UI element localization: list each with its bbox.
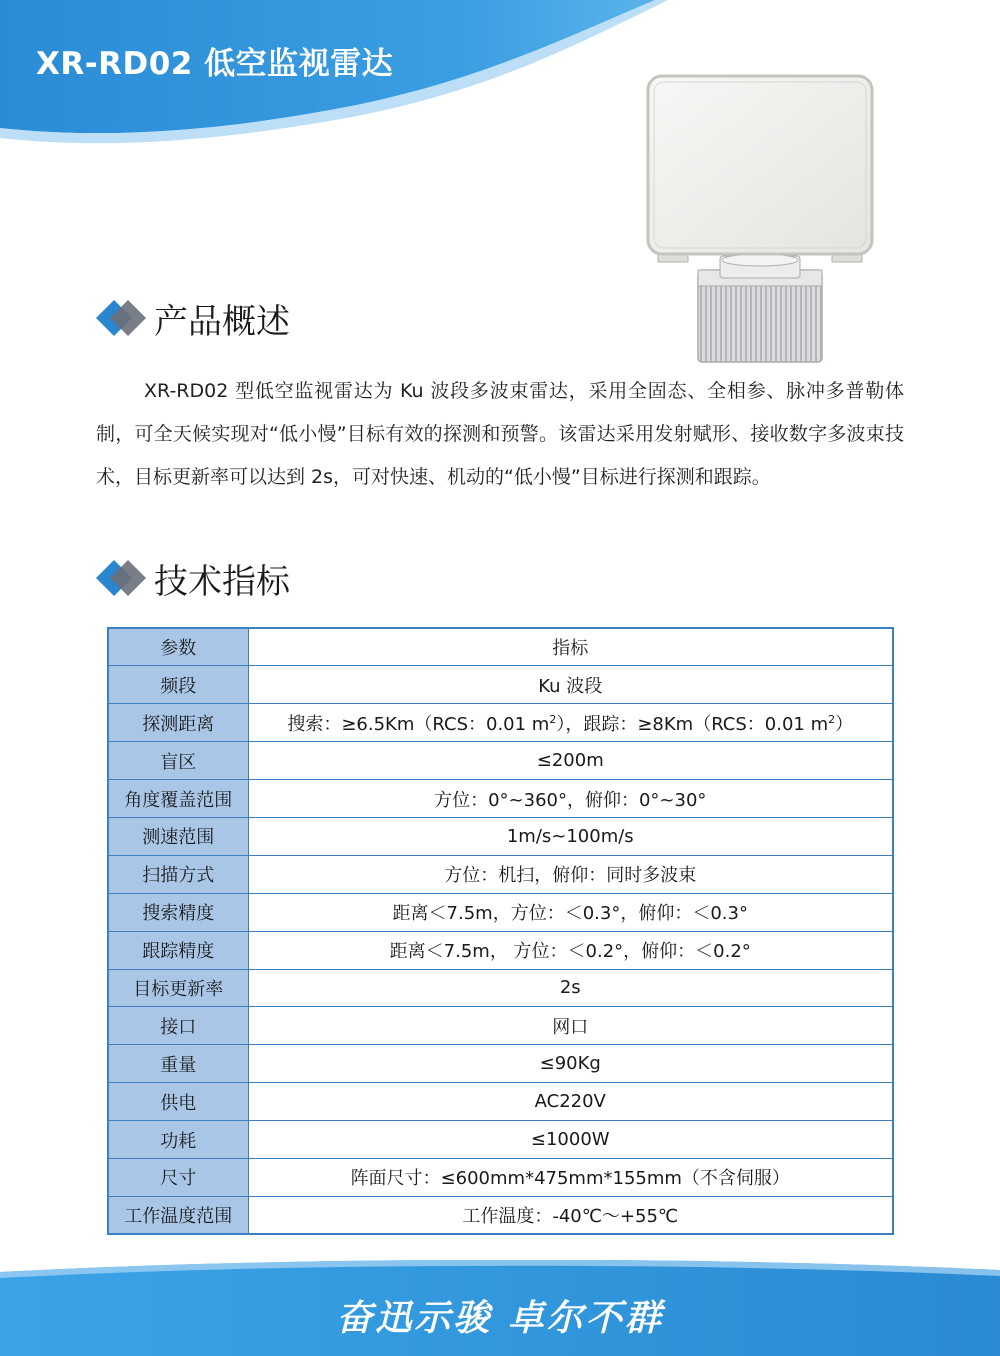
section-title: 技术指标 (154, 561, 290, 602)
value-cell: 方位：0°~360°，俯仰：0°~30° (248, 780, 893, 818)
table-row (108, 1045, 893, 1083)
value-cell: ≤90Kg (248, 1045, 893, 1083)
table-row (108, 1158, 893, 1196)
value-cell: 阵面尺寸：≤600mm*475mm*155mm（不含伺服） (248, 1158, 893, 1196)
value-cell: 网口 (248, 1007, 893, 1045)
value-cell (248, 704, 893, 742)
value-part: ），跟踪：≥8Km（RCS：0.01 m (556, 713, 829, 735)
table-row (108, 969, 893, 1007)
param-cell: 角度覆盖范围 (108, 780, 248, 818)
value-cell: Ku 波段 (248, 666, 893, 704)
param-cell: 扫描方式 (108, 855, 248, 893)
table-row (108, 1196, 893, 1234)
table-row (108, 1007, 893, 1045)
section-title: 产品概述 (154, 301, 290, 342)
value-cell: 距离＜7.5m， 方位：＜0.2°，俯仰：＜0.2° (248, 931, 893, 969)
table-row (108, 742, 893, 780)
param-cell: 功耗 (108, 1121, 248, 1159)
table-row (108, 817, 893, 855)
value-cell: 1m/s~100m/s (248, 817, 893, 855)
value-cell: 工作温度：-40℃～+55℃ (248, 1196, 893, 1234)
param-cell: 重量 (108, 1045, 248, 1083)
value-header: 指标 (248, 628, 893, 666)
value-cell: 距离＜7.5m，方位：＜0.3°，俯仰：＜0.3° (248, 893, 893, 931)
param-cell: 尺寸 (108, 1158, 248, 1196)
param-cell: 跟踪精度 (108, 931, 248, 969)
param-cell: 盲区 (108, 742, 248, 780)
value-part: 搜索：≥6.5Km（RCS：0.01 m (287, 713, 550, 735)
radar-product-image (640, 70, 880, 370)
superscript: 2 (828, 712, 836, 726)
param-cell: 搜索精度 (108, 893, 248, 931)
value-cell: AC220V (248, 1083, 893, 1121)
value-cell: ≤200m (248, 742, 893, 780)
spec-table (107, 627, 894, 1235)
table-row (108, 1121, 893, 1159)
table-row (108, 704, 893, 742)
table-row (108, 1083, 893, 1121)
value-cell: ≤1000W (248, 1121, 893, 1159)
param-header: 参数 (108, 628, 248, 666)
param-cell: 供电 (108, 1083, 248, 1121)
value-cell: 方位：机扫，俯仰：同时多波束 (248, 855, 893, 893)
footer-slogan: 奋迅示骏 卓尔不群 (336, 1298, 664, 1339)
param-cell: 工作温度范围 (108, 1196, 248, 1234)
table-row (108, 666, 893, 704)
table-row (108, 893, 893, 931)
table-row (108, 855, 893, 893)
section-heading-overview (96, 293, 290, 343)
param-cell: 频段 (108, 666, 248, 704)
superscript: 2 (549, 712, 557, 726)
param-cell: 目标更新率 (108, 969, 248, 1007)
value-part: ） (835, 713, 854, 735)
table-row (108, 931, 893, 969)
document-title: XR-RD02 低空监视雷达 (36, 46, 394, 82)
diamond-bullet-icon (96, 298, 146, 338)
diamond-bullet-icon (96, 558, 146, 598)
table-header-row (108, 628, 893, 666)
section-heading-specs (96, 553, 290, 603)
overview-paragraph: XR-RD02 型低空监视雷达为 Ku 波段多波束雷达，采用全固态、全相参、脉冲多普勒体制，可全天候实现对“低小慢”目标有效的探测和预警。该雷达采用发射赋形、接收数字多波束技术，目标更新率可以达到 2s，可对快速、机动的“低小慢”目标进行探测和跟踪。 (96, 380, 904, 488)
value-cell: 2s (248, 969, 893, 1007)
table-row (108, 780, 893, 818)
param-cell: 探测距离 (108, 704, 248, 742)
param-cell: 接口 (108, 1007, 248, 1045)
param-cell: 测速范围 (108, 817, 248, 855)
